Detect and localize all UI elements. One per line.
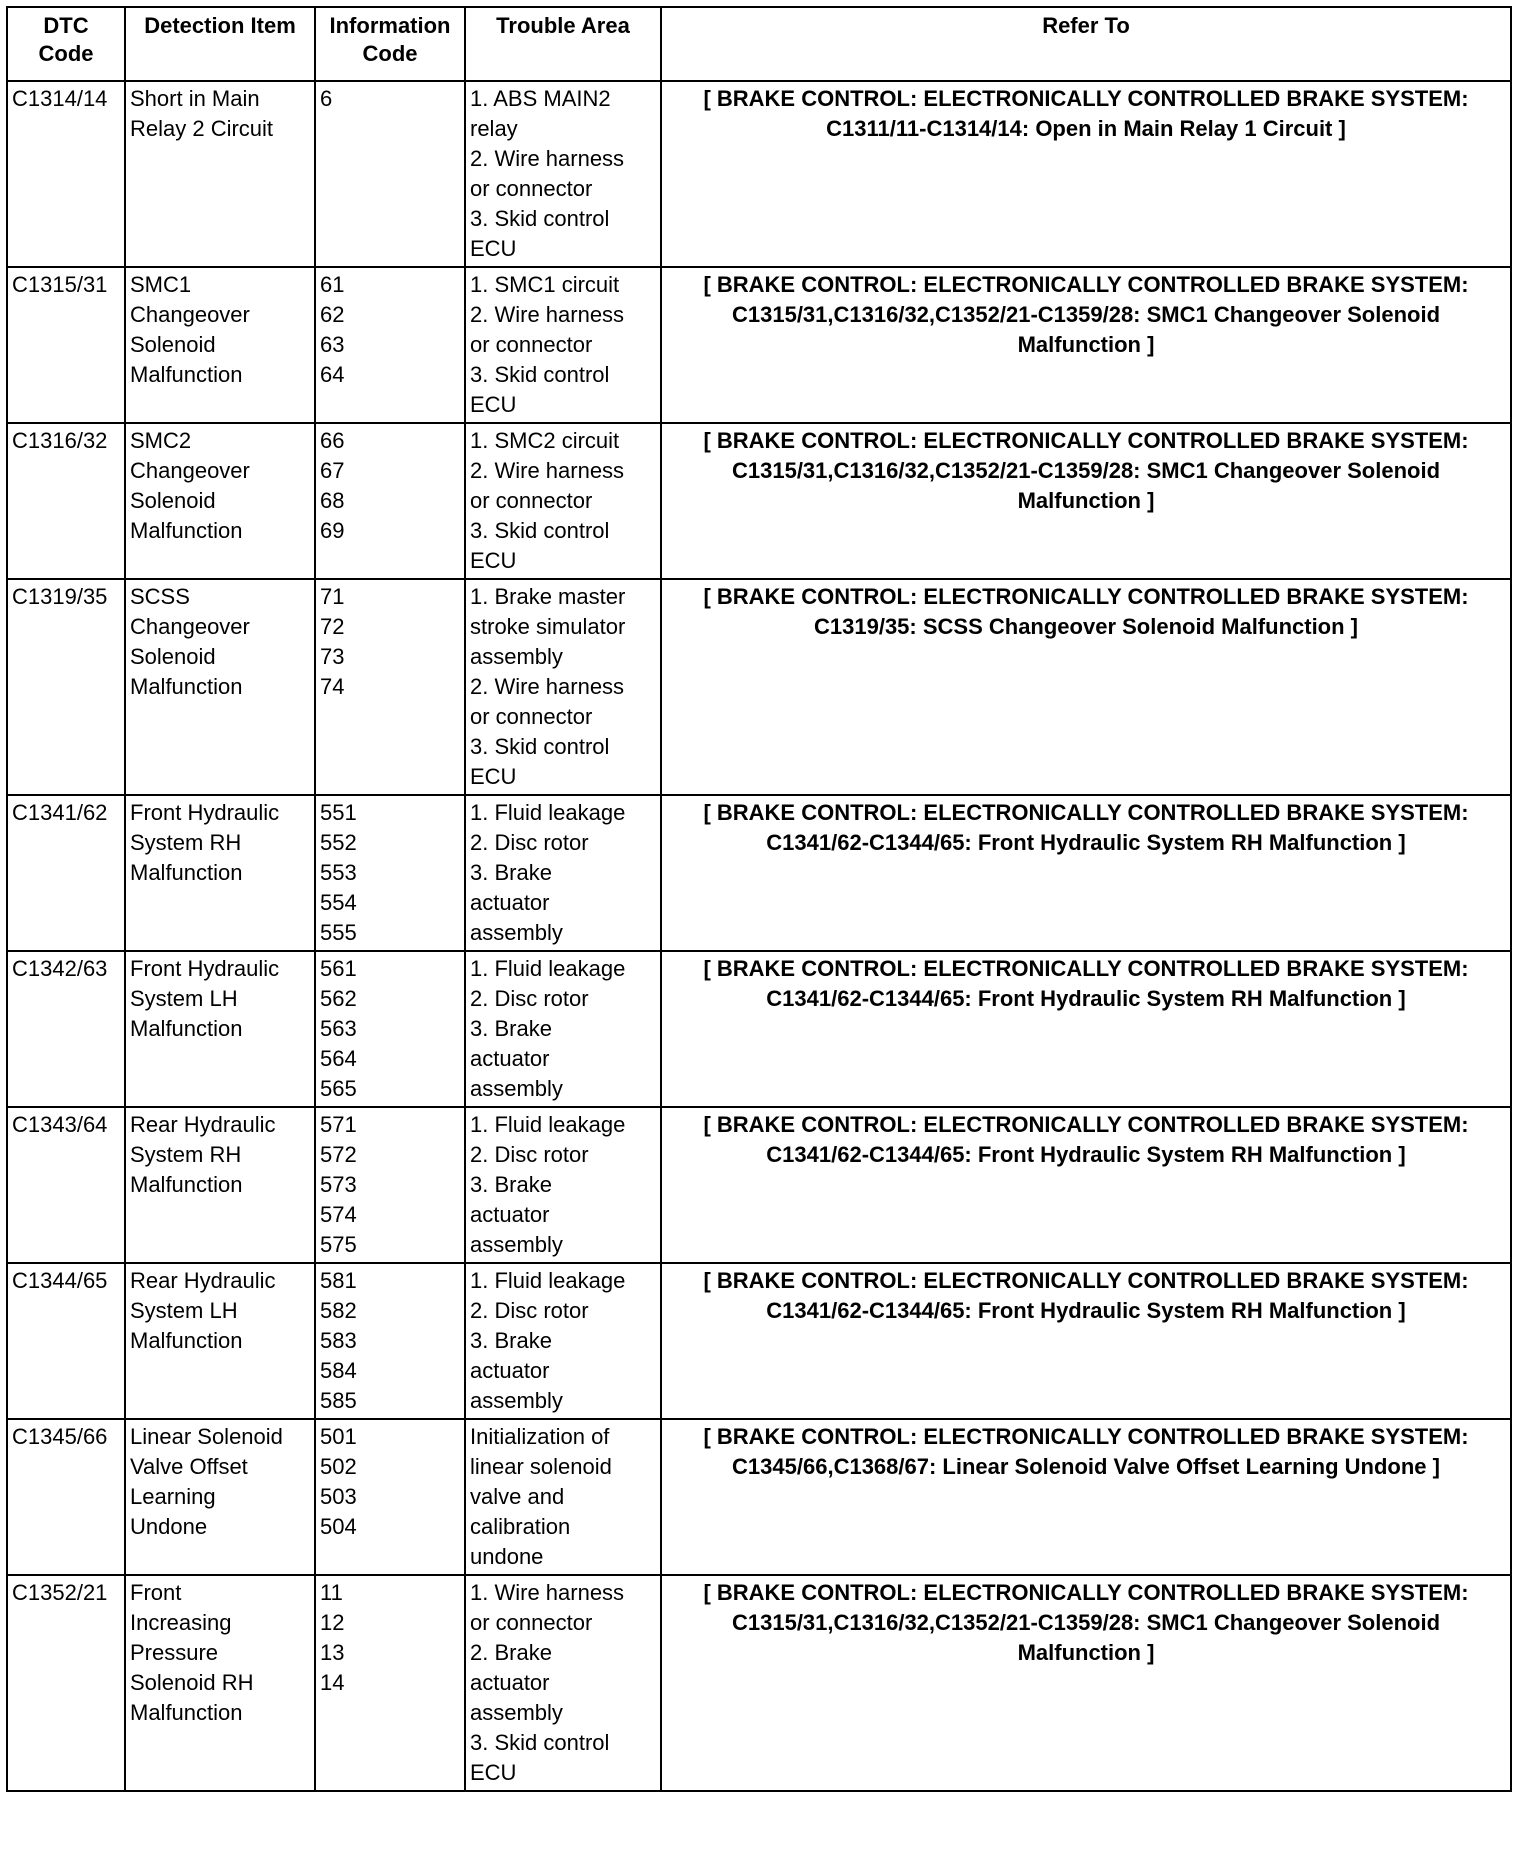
refer-to-link[interactable]: [ BRAKE CONTROL: ELECTRONICALLY CONTROLLED BRAKE SYSTEM: C1341/62-C1344/65: Front Hydraulic System RH Malfunction ] (661, 1263, 1511, 1419)
information-code-cell: 66 67 68 69 (315, 423, 465, 579)
trouble-area-cell: 1. Fluid leakage 2. Disc rotor 3. Brake actuator assembly (465, 795, 661, 951)
trouble-area-cell: 1. Fluid leakage 2. Disc rotor 3. Brake actuator assembly (465, 1107, 661, 1263)
detection-item-cell: Front Hydraulic System LH Malfunction (125, 951, 315, 1107)
information-code-cell: 11 12 13 14 (315, 1575, 465, 1791)
table-row (7, 795, 1511, 951)
table-row (7, 1419, 1511, 1575)
header-refer-to: Refer To (661, 7, 1511, 81)
trouble-area-cell: Initialization of linear solenoid valve and calibration undone (465, 1419, 661, 1575)
dtc-code-cell: C1342/63 (7, 951, 125, 1107)
header-dtc-code: DTC Code (7, 7, 125, 81)
information-code-cell: 61 62 63 64 (315, 267, 465, 423)
dtc-table (6, 6, 1512, 1792)
table-row (7, 579, 1511, 795)
refer-to-link[interactable]: [ BRAKE CONTROL: ELECTRONICALLY CONTROLLED BRAKE SYSTEM: C1319/35: SCSS Changeover Solenoid Malfunction ] (661, 579, 1511, 795)
table-row (7, 81, 1511, 267)
table-row (7, 267, 1511, 423)
information-code-cell: 551 552 553 554 555 (315, 795, 465, 951)
information-code-cell: 71 72 73 74 (315, 579, 465, 795)
refer-to-link[interactable]: [ BRAKE CONTROL: ELECTRONICALLY CONTROLLED BRAKE SYSTEM: C1315/31,C1316/32,C1352/21-C1359/28: SMC1 Changeover Solenoid Malfunction ] (661, 1575, 1511, 1791)
table-row (7, 1263, 1511, 1419)
refer-to-link[interactable]: [ BRAKE CONTROL: ELECTRONICALLY CONTROLLED BRAKE SYSTEM: C1315/31,C1316/32,C1352/21-C1359/28: SMC1 Changeover Solenoid Malfunction ] (661, 267, 1511, 423)
table-header (7, 7, 1511, 81)
refer-to-link[interactable]: [ BRAKE CONTROL: ELECTRONICALLY CONTROLLED BRAKE SYSTEM: C1341/62-C1344/65: Front Hydraulic System RH Malfunction ] (661, 951, 1511, 1107)
refer-to-link[interactable]: [ BRAKE CONTROL: ELECTRONICALLY CONTROLLED BRAKE SYSTEM: C1341/62-C1344/65: Front Hydraulic System RH Malfunction ] (661, 795, 1511, 951)
header-detection-item: Detection Item (125, 7, 315, 81)
dtc-code-cell: C1316/32 (7, 423, 125, 579)
table-row (7, 1107, 1511, 1263)
table-row (7, 951, 1511, 1107)
header-trouble-area: Trouble Area (465, 7, 661, 81)
information-code-cell: 6 (315, 81, 465, 267)
information-code-cell: 571 572 573 574 575 (315, 1107, 465, 1263)
information-code-cell: 581 582 583 584 585 (315, 1263, 465, 1419)
dtc-code-cell: C1352/21 (7, 1575, 125, 1791)
information-code-cell: 561 562 563 564 565 (315, 951, 465, 1107)
refer-to-link[interactable]: [ BRAKE CONTROL: ELECTRONICALLY CONTROLLED BRAKE SYSTEM: C1341/62-C1344/65: Front Hydraulic System RH Malfunction ] (661, 1107, 1511, 1263)
trouble-area-cell: 1. Brake master stroke simulator assembly 2. Wire harness or connector 3. Skid control ECU (465, 579, 661, 795)
detection-item-cell: Linear Solenoid Valve Offset Learning Undone (125, 1419, 315, 1575)
table-body (7, 81, 1511, 1791)
trouble-area-cell: 1. Fluid leakage 2. Disc rotor 3. Brake actuator assembly (465, 951, 661, 1107)
dtc-code-cell: C1341/62 (7, 795, 125, 951)
refer-to-link[interactable]: [ BRAKE CONTROL: ELECTRONICALLY CONTROLLED BRAKE SYSTEM: C1315/31,C1316/32,C1352/21-C1359/28: SMC1 Changeover Solenoid Malfunction ] (661, 423, 1511, 579)
header-row (7, 7, 1511, 81)
detection-item-cell: SCSS Changeover Solenoid Malfunction (125, 579, 315, 795)
detection-item-cell: Short in Main Relay 2 Circuit (125, 81, 315, 267)
header-information-code: Information Code (315, 7, 465, 81)
detection-item-cell: Rear Hydraulic System LH Malfunction (125, 1263, 315, 1419)
trouble-area-cell: 1. SMC1 circuit 2. Wire harness or connector 3. Skid control ECU (465, 267, 661, 423)
trouble-area-cell: 1. SMC2 circuit 2. Wire harness or connector 3. Skid control ECU (465, 423, 661, 579)
dtc-code-cell: C1345/66 (7, 1419, 125, 1575)
refer-to-link[interactable]: [ BRAKE CONTROL: ELECTRONICALLY CONTROLLED BRAKE SYSTEM: C1311/11-C1314/14: Open in Main Relay 1 Circuit ] (661, 81, 1511, 267)
dtc-code-cell: C1315/31 (7, 267, 125, 423)
table-row (7, 423, 1511, 579)
trouble-area-cell: 1. Fluid leakage 2. Disc rotor 3. Brake actuator assembly (465, 1263, 661, 1419)
dtc-code-cell: C1314/14 (7, 81, 125, 267)
detection-item-cell: Rear Hydraulic System RH Malfunction (125, 1107, 315, 1263)
trouble-area-cell: 1. Wire harness or connector 2. Brake actuator assembly 3. Skid control ECU (465, 1575, 661, 1791)
detection-item-cell: SMC2 Changeover Solenoid Malfunction (125, 423, 315, 579)
table-row (7, 1575, 1511, 1791)
information-code-cell: 501 502 503 504 (315, 1419, 465, 1575)
dtc-code-cell: C1343/64 (7, 1107, 125, 1263)
detection-item-cell: Front Increasing Pressure Solenoid RH Malfunction (125, 1575, 315, 1791)
dtc-code-cell: C1344/65 (7, 1263, 125, 1419)
trouble-area-cell: 1. ABS MAIN2 relay 2. Wire harness or connector 3. Skid control ECU (465, 81, 661, 267)
refer-to-link[interactable]: [ BRAKE CONTROL: ELECTRONICALLY CONTROLLED BRAKE SYSTEM: C1345/66,C1368/67: Linear Solenoid Valve Offset Learning Undone ] (661, 1419, 1511, 1575)
detection-item-cell: SMC1 Changeover Solenoid Malfunction (125, 267, 315, 423)
dtc-code-cell: C1319/35 (7, 579, 125, 795)
detection-item-cell: Front Hydraulic System RH Malfunction (125, 795, 315, 951)
